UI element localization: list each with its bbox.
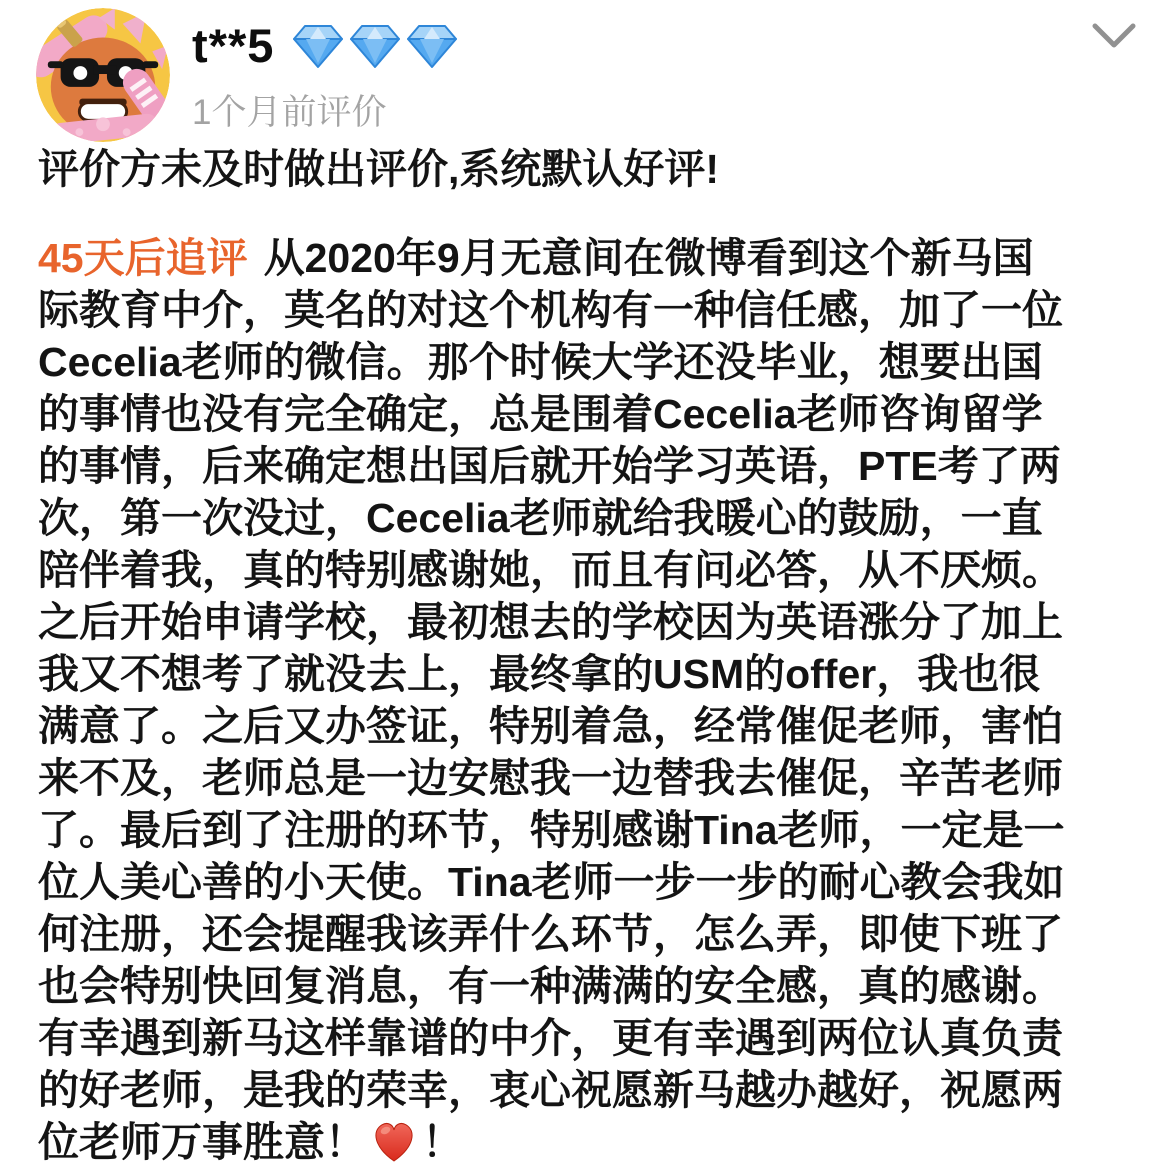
review-line: 来不及，老师总是一边安慰我一边替我去催促，辛苦老师 <box>38 755 1063 801</box>
vip-level-diamonds <box>292 23 458 69</box>
reviewer-username: t**5 <box>192 19 275 72</box>
review-line: 我又不想考了就没去上，最终拿的USM的offer，我也很 <box>38 651 1041 697</box>
review-line: 满意了。之后又办签证，特别着急，经常催促老师，害怕 <box>38 703 1063 749</box>
review-line: 际教育中介，莫名的对这个机构有一种信任感，加了一位 <box>38 287 1063 333</box>
review-line: 之后开始申请学校，最初想去的学校因为英语涨分了加上 <box>38 599 1063 645</box>
review-line: 次，第一次没过，Cecelia老师就给我暖心的鼓励，一直 <box>38 495 1043 541</box>
system-default-review-note: 评价方未及时做出评价,系统默认好评! <box>38 146 720 192</box>
review-line: Cecelia老师的微信。那个时候大学还没毕业，想要出国 <box>38 339 1043 385</box>
diamond-icon <box>406 23 458 69</box>
review-line: 有幸遇到新马这样靠谱的中介，更有幸遇到两位认真负责 <box>38 1015 1063 1061</box>
chevron-down-icon[interactable] <box>1090 22 1138 52</box>
review-line: 的好老师，是我的荣幸，衷心祝愿新马越办越好，祝愿两 <box>38 1067 1063 1113</box>
heart-emoji <box>370 1119 418 1163</box>
review-line: 的事情也没有完全确定，总是围着Cecelia老师咨询留学 <box>38 391 1043 437</box>
review-line: 了。最后到了注册的环节，特别感谢Tina老师，一定是一 <box>38 807 1065 853</box>
diamond-icon <box>349 23 401 69</box>
review-line: 位人美心善的小天使。Tina老师一步一步的耐心教会我如 <box>38 859 1065 905</box>
review-line: 位老师万事胜意！ ！ <box>38 1119 463 1165</box>
reviewer-identity <box>192 8 458 135</box>
avatar[interactable] <box>36 8 170 142</box>
review-line: 也会特别快回复消息，有一种满满的安全感，真的感谢。 <box>38 963 1063 1009</box>
review-line: 何注册，还会提醒我该弄什么环节，怎么弄，即使下班了 <box>38 911 1063 957</box>
avatar-image <box>36 8 170 142</box>
diamond-icon <box>292 23 344 69</box>
followup-badge: 45天后追评 <box>38 235 248 281</box>
review-line: 陪伴着我，真的特别感谢她，而且有问必答，从不厌烦。 <box>38 547 1063 593</box>
review-line: 的事情，后来确定想出国后就开始学习英语，PTE考了两 <box>38 443 1061 489</box>
followup-review-text <box>38 232 1146 1168</box>
review-header <box>36 8 458 142</box>
review-time-label: 1个月前评价 <box>192 93 387 132</box>
review-line: 45天后追评 从2020年9月无意间在微博看到这个新马国 <box>38 235 1034 281</box>
